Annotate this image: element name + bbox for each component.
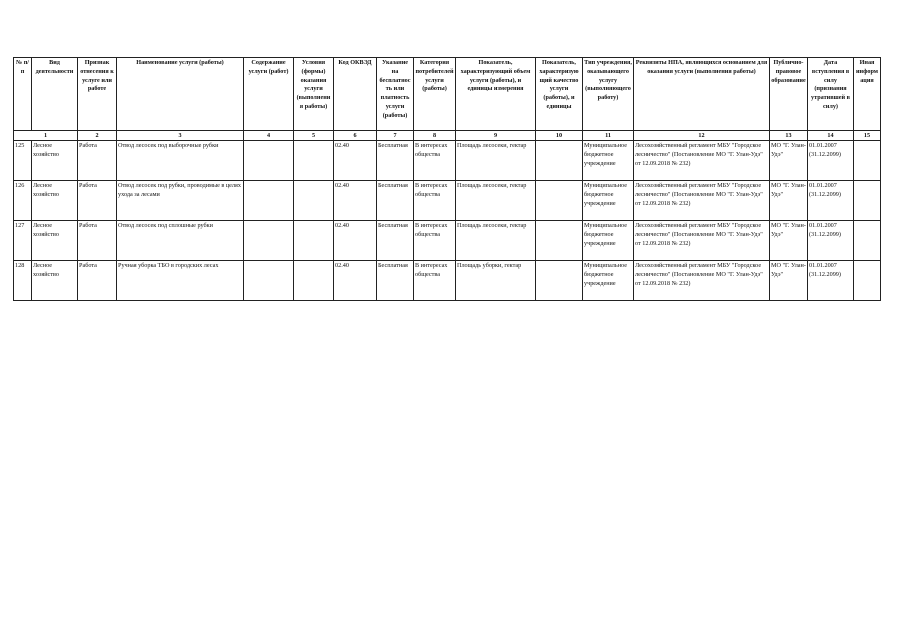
date-cell: 01.01.2007 (31.12.2099) [808,261,854,301]
quality-cell [536,261,583,301]
row-number: 127 [14,221,32,261]
column-number: 4 [244,131,294,141]
okved-cell: 02.40 [334,141,377,181]
payment-cell: Бесплатная [377,181,414,221]
service-name-cell: Ручная уборка ТБО в городских лесах [117,261,244,301]
institution-type-cell: Муниципальное бюджетное учреждение [583,141,634,181]
consumers-cell: В интересах общества [414,141,456,181]
service-name-cell: Отвод лесосек под сплошные рубки [117,221,244,261]
header-cell: Вид деятельности [32,58,78,131]
header-cell: Иная информация [854,58,881,131]
column-number: 13 [770,131,808,141]
header-cell: Показатель, характеризующий качество услуги (работы), и единицы [536,58,583,131]
column-number: 3 [117,131,244,141]
table-row [14,141,881,181]
institution-type-cell: Муниципальное бюджетное учреждение [583,261,634,301]
npa-cell: Лесохозяйственный регламент МБУ "Городское лесничество" (Постановление МО "Г. Улан-Удэ" от 12.09.2018 № 232) [634,221,770,261]
header-cell: Наименование услуги (работы) [117,58,244,131]
content-cell [244,181,294,221]
quality-cell [536,141,583,181]
activity-cell: Лесное хозяйство [32,181,78,221]
content-cell [244,141,294,181]
quality-cell [536,181,583,221]
other-cell [854,181,881,221]
header-cell: Публично-правовое образование [770,58,808,131]
quality-cell [536,221,583,261]
column-number: 14 [808,131,854,141]
consumers-cell: В интересах общества [414,261,456,301]
consumers-cell: В интересах общества [414,181,456,221]
header-cell: Реквизиты НПА, являющихся основанием для оказания услуги (выполнения работы) [634,58,770,131]
date-cell: 01.01.2007 (31.12.2099) [808,221,854,261]
column-number: 1 [14,131,78,141]
entity-cell: МО "Г. Улан-Удэ" [770,181,808,221]
header-cell: Содержание услуги (работ) [244,58,294,131]
entity-cell: МО "Г. Улан-Удэ" [770,141,808,181]
activity-cell: Лесное хозяйство [32,221,78,261]
okved-cell: 02.40 [334,181,377,221]
entity-cell: МО "Г. Улан-Удэ" [770,221,808,261]
content-cell [244,221,294,261]
payment-cell: Бесплатная [377,261,414,301]
okved-cell: 02.40 [334,221,377,261]
consumers-cell: В интересах общества [414,221,456,261]
column-number: 15 [854,131,881,141]
header-cell: Дата вступления в силу (признания утратившей в силу) [808,58,854,131]
volume-cell: Площадь уборки, гектар [456,261,536,301]
activity-cell: Лесное хозяйство [32,141,78,181]
activity-cell: Лесное хозяйство [32,261,78,301]
other-cell [854,221,881,261]
column-number: 10 [536,131,583,141]
header-cell: Категория потребителей услуги (работы) [414,58,456,131]
conditions-cell [294,261,334,301]
institution-type-cell: Муниципальное бюджетное учреждение [583,221,634,261]
conditions-cell [294,181,334,221]
volume-cell: Площадь лесосеки, гектар [456,181,536,221]
header-cell: Тип учреждения, оказывающего услугу (выполняющего работу) [583,58,634,131]
table-row [14,261,881,301]
conditions-cell [294,221,334,261]
payment-cell: Бесплатная [377,141,414,181]
service-name-cell: Отвод лесосек под рубки, проводимые в целях ухода за лесами [117,181,244,221]
column-number: 6 [334,131,377,141]
header-row [14,58,881,131]
sign-cell: Работа [78,181,117,221]
payment-cell: Бесплатная [377,221,414,261]
row-number: 126 [14,181,32,221]
column-number: 9 [456,131,536,141]
service-name-cell: Отвод лесосек под выборочные рубки [117,141,244,181]
services-registry-table [13,57,881,301]
row-number: 125 [14,141,32,181]
header-cell: № п/п [14,58,32,131]
header-cell: Показатель, характеризующий объем услуги (работы), и единицы измерения [456,58,536,131]
header-cell: Код ОКВЭД [334,58,377,131]
header-cell: Указание на бесплатность или платность услуги (работы) [377,58,414,131]
volume-cell: Площадь лесосеки, гектар [456,141,536,181]
column-number: 2 [78,131,117,141]
column-number-row [14,131,881,141]
entity-cell: МО "Г. Улан-Удэ" [770,261,808,301]
services-registry-sheet [13,57,881,301]
sign-cell: Работа [78,141,117,181]
date-cell: 01.01.2007 (31.12.2099) [808,141,854,181]
column-number: 8 [414,131,456,141]
content-cell [244,261,294,301]
volume-cell: Площадь лесосеки, гектар [456,221,536,261]
column-number: 5 [294,131,334,141]
npa-cell: Лесохозяйственный регламент МБУ "Городское лесничество" (Постановление МО "Г. Улан-Удэ" от 12.09.2018 № 232) [634,261,770,301]
column-number: 11 [583,131,634,141]
table-row [14,221,881,261]
date-cell: 01.01.2007 (31.12.2099) [808,181,854,221]
column-number: 7 [377,131,414,141]
table-row [14,181,881,221]
column-number: 12 [634,131,770,141]
npa-cell: Лесохозяйственный регламент МБУ "Городское лесничество" (Постановление МО "Г. Улан-Удэ" от 12.09.2018 № 232) [634,181,770,221]
header-cell: Признак отнесения к услуге или работе [78,58,117,131]
sign-cell: Работа [78,261,117,301]
okved-cell: 02.40 [334,261,377,301]
npa-cell: Лесохозяйственный регламент МБУ "Городское лесничество" (Постановление МО "Г. Улан-Удэ" от 12.09.2018 № 232) [634,141,770,181]
row-number: 128 [14,261,32,301]
conditions-cell [294,141,334,181]
other-cell [854,141,881,181]
other-cell [854,261,881,301]
institution-type-cell: Муниципальное бюджетное учреждение [583,181,634,221]
header-cell: Условия (формы) оказания услуги (выполнения работы) [294,58,334,131]
sign-cell: Работа [78,221,117,261]
